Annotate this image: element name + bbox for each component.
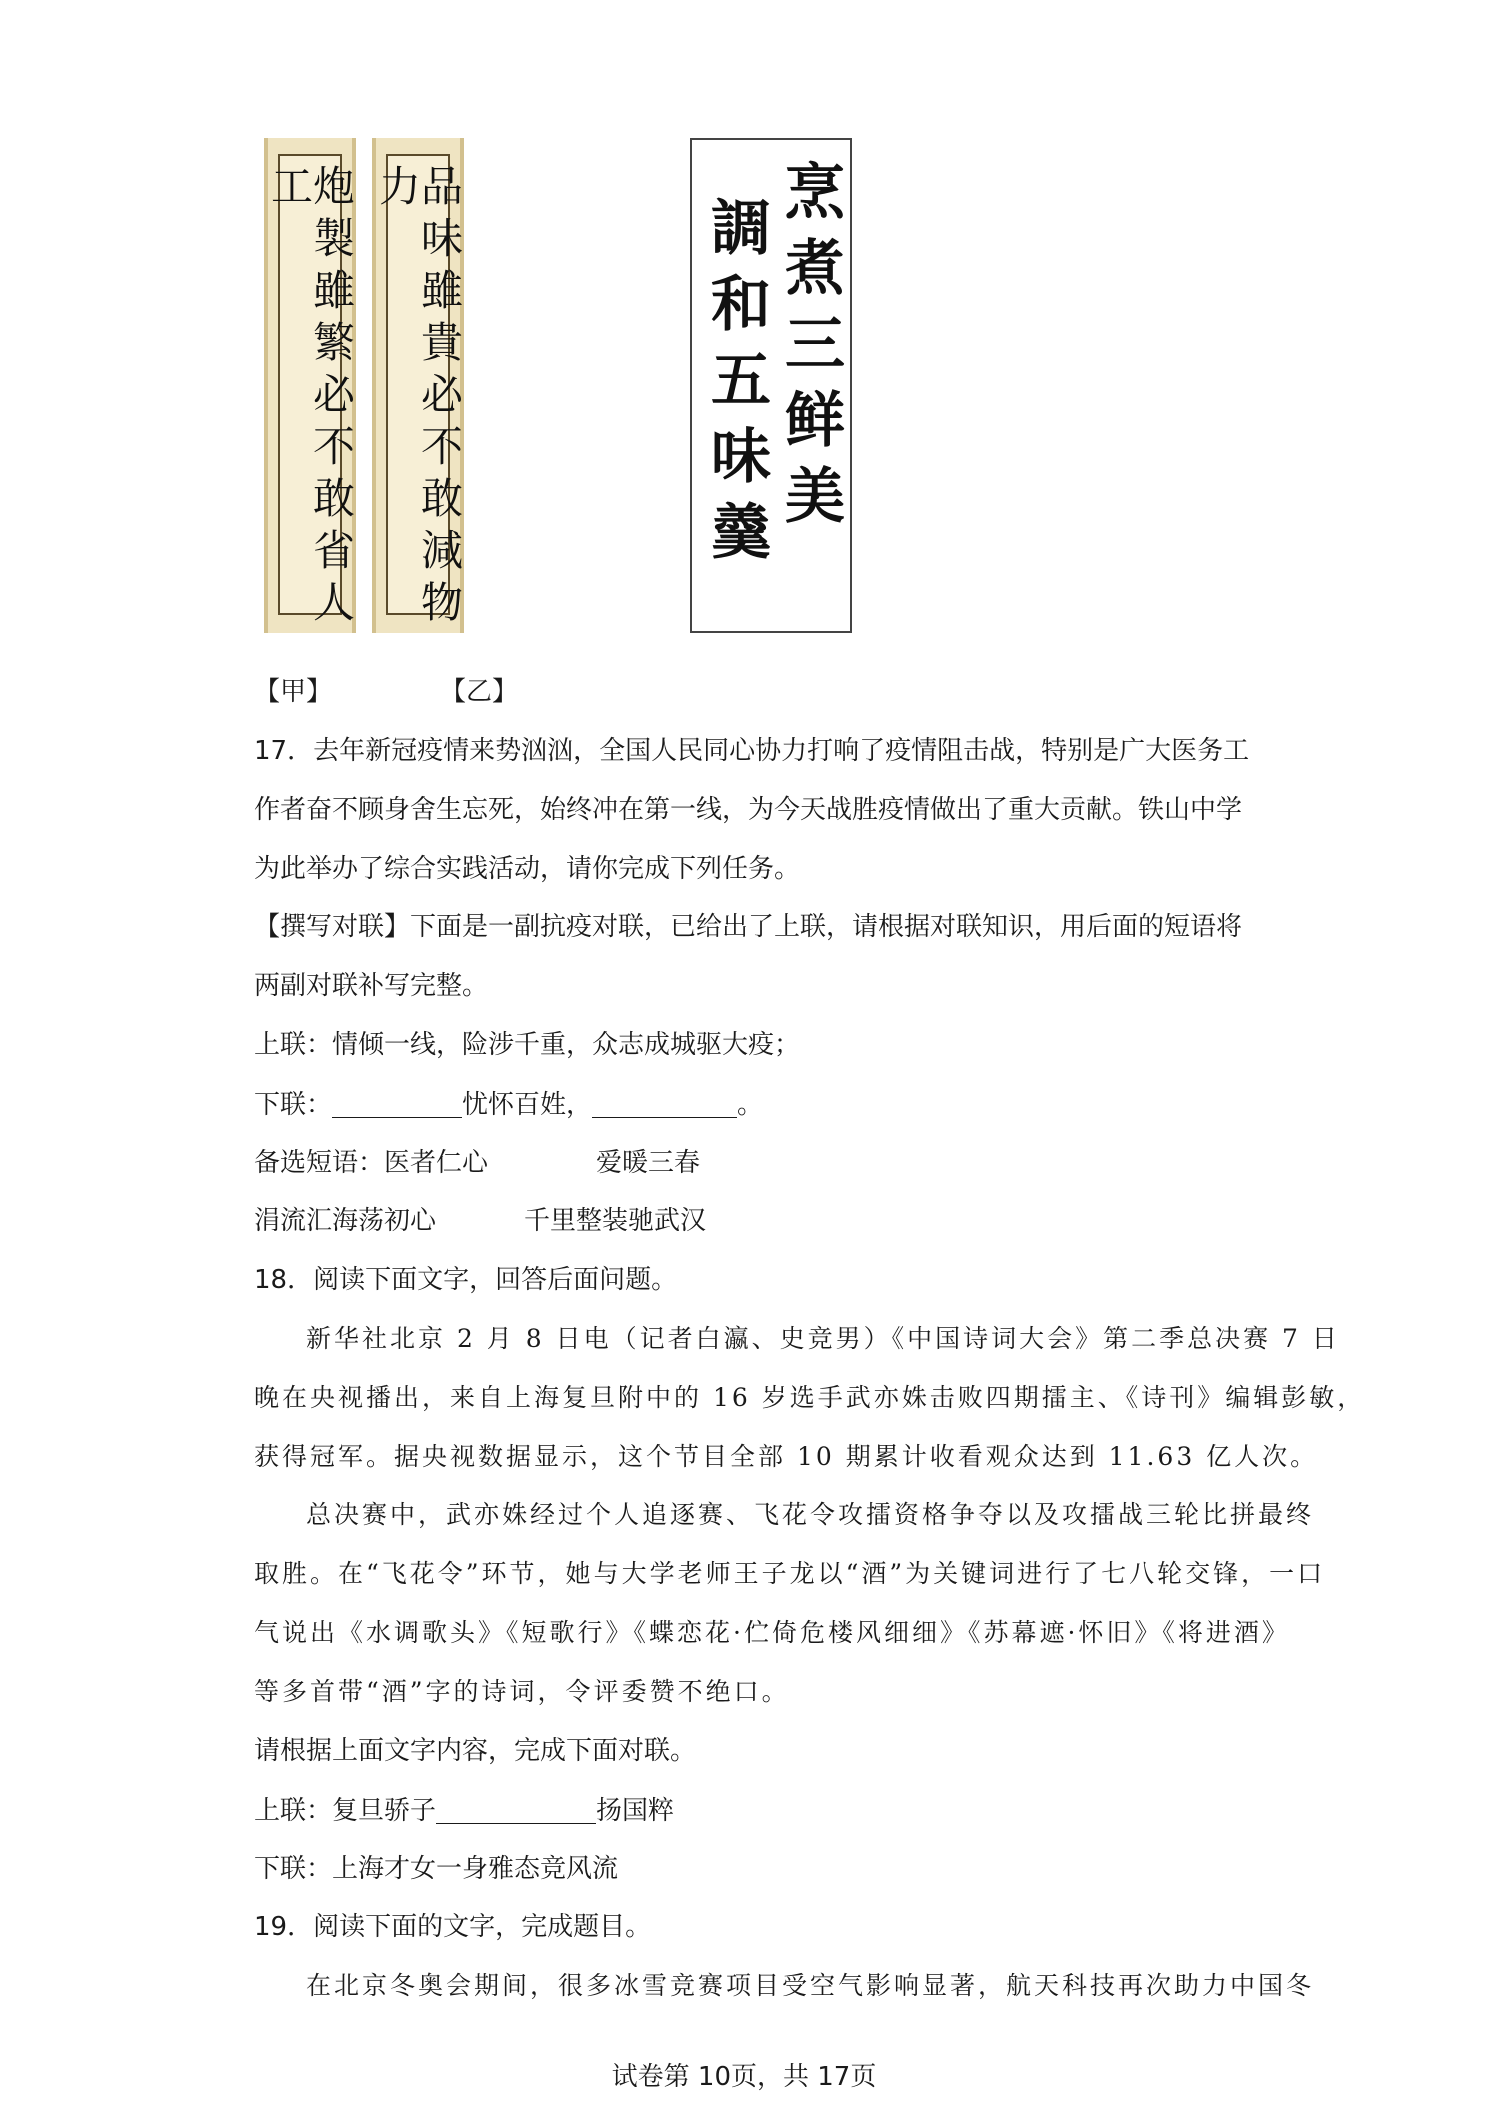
q18-para1-line2: 晚在央视播出，来自上海复旦附中的 16 岁选手武亦姝击败四期擂主、《诗刊》编辑彭敏， (254, 1383, 1366, 1412)
q18-para2-line3: 气说出《水调歌头》《短歌行》《蝶恋花·伫倚危楼风细细》《苏幕遮·怀旧》《将进酒》 (254, 1618, 1290, 1647)
q18-para2-line2: 取胜。在“飞花令”环节，她与大学老师王子龙以“酒”为关键词进行了七八轮交锋，一口 (254, 1559, 1326, 1588)
q17-blank-1[interactable] (332, 1091, 462, 1118)
label-yi: 【乙】 (440, 677, 519, 707)
q17-blank-2[interactable] (592, 1091, 737, 1118)
q18-para2-line1: 总决赛中，武亦姝经过个人追逐赛、飞花令攻擂资格争夺以及攻擂战三轮比拼最终 (306, 1500, 1315, 1529)
label-jia: 【甲】 (254, 677, 333, 707)
q19-heading: 19．阅读下面的文字，完成题目。 (254, 1912, 652, 1942)
q18-instruction: 请根据上面文字内容，完成下面对联。 (254, 1736, 697, 1766)
couplet-scroll-right (372, 138, 464, 633)
q17-task-line-2: 两副对联补写完整。 (254, 971, 489, 1001)
q17-upper-couplet: 上联：情倾一线，险涉千重，众志成城驱大疫； (254, 1030, 801, 1060)
calligraphy-couplet (690, 138, 852, 633)
q17-lower-couplet: 下联： 忧怀百姓， 。 (254, 1090, 764, 1120)
q17-option-4: 千里整装驰武汉 (524, 1206, 707, 1236)
q18-upper-couplet: 上联：复旦骄子 扬国粹 (254, 1796, 675, 1826)
q17-line-2: 作者奋不顾身舍生忘死，始终冲在第一线，为今天战胜疫情做出了重大贡献。铁山中学 (254, 795, 1243, 825)
calligraphy-right-column: 烹煮三鲜美 (775, 160, 845, 540)
q18-blank[interactable] (436, 1797, 596, 1824)
q18-para2-line4: 等多首带“酒”字的诗词，令评委赞不绝口。 (254, 1677, 790, 1706)
q17-line-1: 17．去年新冠疫情来势汹汹，全国人民同心协力打响了疫情阻击战，特别是广大医务工 (254, 736, 1250, 766)
q17-line-3: 为此举办了综合实践活动，请你完成下列任务。 (254, 854, 801, 884)
calligraphy-left-column: 調和五味羹 (701, 196, 771, 576)
couplet-jia-right-text: 品味雖貴必不敢減物力 (373, 164, 464, 632)
q17-option-3: 涓流汇海荡初心 (254, 1206, 437, 1236)
couplet-jia-left-text: 炮製雖繁必不敢省人工 (265, 164, 356, 632)
q18-para1-line1: 新华社北京 2 月 8 日电（记者白瀛、史竞男）《中国诗词大会》第二季总决赛 7 日 (306, 1324, 1340, 1353)
q17-options-label: 备选短语：医者仁心 (254, 1148, 489, 1178)
q18-para1-line3: 获得冠军。据央视数据显示，这个节目全部 10 期累计收看观众达到 11.63 亿人次。 (254, 1442, 1319, 1471)
q18-lower-couplet: 下联：上海才女一身雅态竞风流 (254, 1854, 619, 1884)
q17-task-line-1: 【撰写对联】下面是一副抗疫对联，已给出了上联，请根据对联知识，用后面的短语将 (254, 912, 1243, 942)
page-footer: 试卷第 10页，共 17页 (611, 2062, 877, 2092)
q17-option-2: 爱暖三春 (596, 1148, 701, 1178)
q18-heading: 18．阅读下面文字，回答后面问题。 (254, 1265, 678, 1295)
q19-para1-line1: 在北京冬奥会期间，很多冰雪竞赛项目受空气影响显著，航天科技再次助力中国冬 (306, 1971, 1315, 2000)
couplet-scroll-left (264, 138, 356, 633)
